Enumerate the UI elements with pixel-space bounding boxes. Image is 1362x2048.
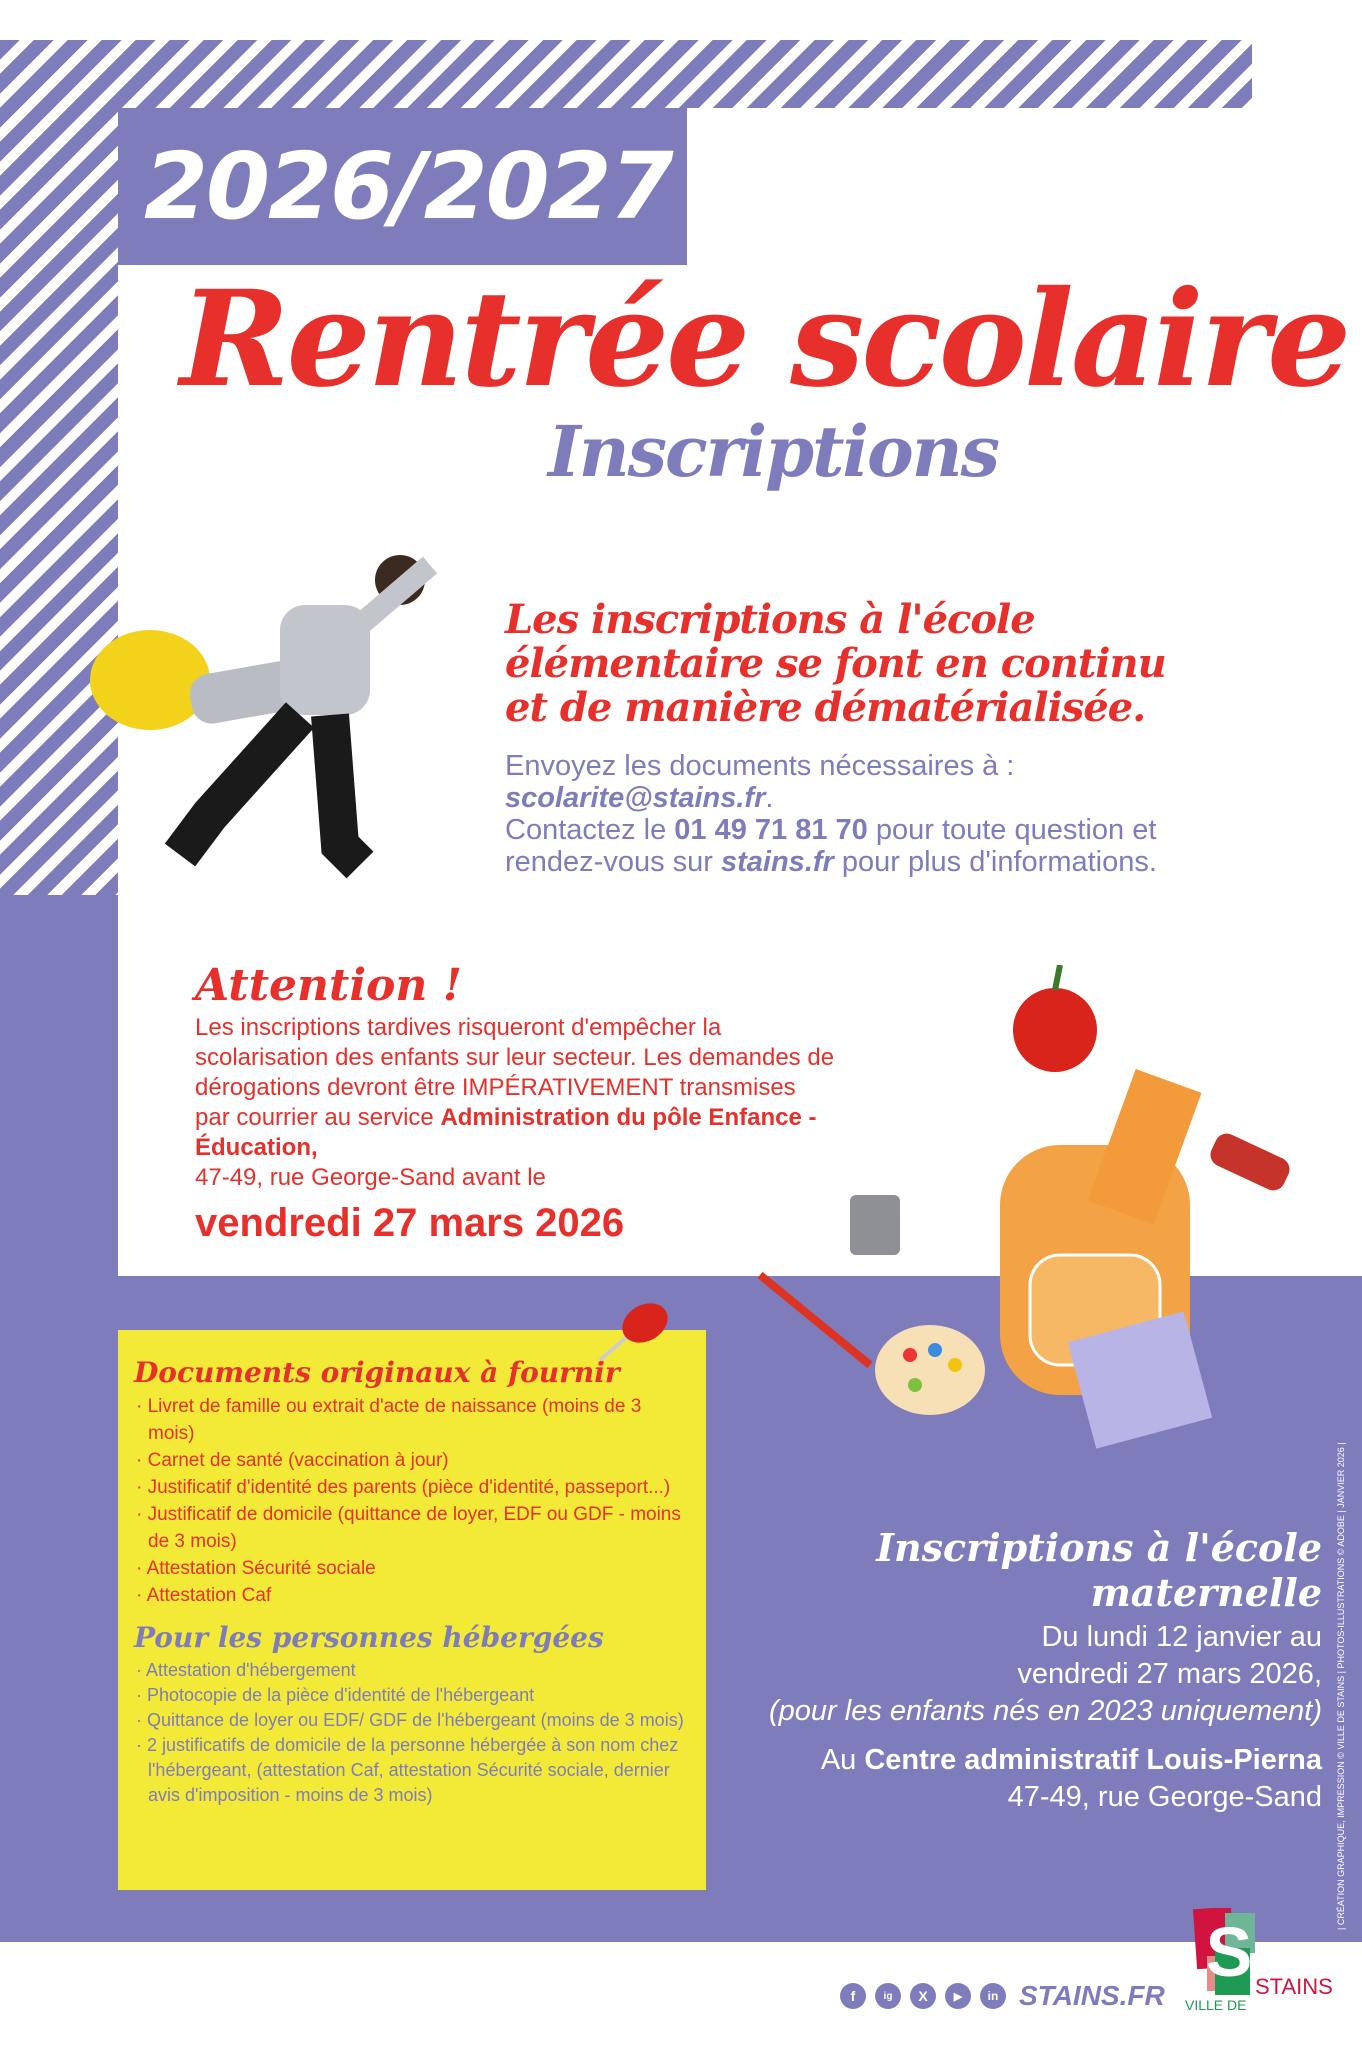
logo-text: VILLE DE — [1185, 1997, 1247, 2013]
list-item: · Justificatif de domicile (quittance de loyer, EDF ou GDF - moins de 3 mois) — [134, 1501, 690, 1555]
instagram-icon[interactable]: ig — [875, 1983, 901, 2009]
list-item: · 2 justificatifs de domicile de la personne hébergée à son nom chez l'hébergeant, (attestation Caf, attestation Sécurité sociale, dernier avis d'imposition - moins de 3 mois) — [134, 1733, 690, 1808]
kindergarten-dates: Du lundi 12 janvier au — [1041, 1621, 1322, 1653]
documents-list — [134, 1393, 690, 1609]
school-year: 2026/2027 — [118, 108, 687, 265]
send-documents-text: Envoyez les documents nécessaires à : — [505, 750, 1015, 782]
logo-text: STAINS — [1255, 1974, 1333, 1999]
x-icon[interactable]: X — [910, 1983, 936, 2009]
school-supplies-illustration — [740, 965, 1300, 1455]
attention-text: Les inscriptions tardives risqueront d'empêcher la scolarisation des enfants sur leur secteur. Les demandes de dérogations devront être IMPÉRATIVEMENT transmises par courrier au service Administration du pôle Enfance - Éducation, 47-49, rue George-Sand avant le — [195, 1014, 835, 1191]
kindergarten-section — [690, 1525, 1322, 1816]
credits-text: | CRÉATION GRAPHIQUE, IMPRESSION © VILLE DE STAINS | PHOTOS-ILLUSTRATIONS © ADOBE | JANVIER 2026 | — [1336, 1442, 1346, 1930]
list-item: · Quittance de loyer ou EDF/ GDF de l'hébergeant (moins de 3 mois) — [134, 1708, 690, 1733]
phone-number: 01 49 71 81 70 — [674, 814, 868, 846]
pushpin-icon — [590, 1295, 680, 1365]
website-link[interactable]: stains.fr — [721, 846, 834, 878]
list-item: · Carnet de santé (vaccination à jour) — [134, 1447, 690, 1474]
hosted-list — [134, 1658, 690, 1808]
page-title: Rentrée scolaire — [180, 262, 1349, 417]
list-item: · Attestation d'hébergement — [134, 1658, 690, 1683]
website-link[interactable]: STAINS.FR — [1019, 1980, 1165, 2011]
ville-de-stains-logo — [1185, 1908, 1335, 2013]
list-item: · Attestation Caf — [134, 1582, 690, 1609]
attention-section — [195, 960, 835, 1246]
list-item: · Photocopie de la pièce d'identité de l'hébergeant — [134, 1683, 690, 1708]
deadline-date: vendredi 27 mars 2026 — [195, 1201, 625, 1245]
elementary-contact-info: Envoyez les documents nécessaires à : scolarite@stains.fr. Contactez le 01 49 71 81 70 pour toute question et rendez-vous sur stains.fr pour plus d'informations. — [505, 750, 1225, 878]
linkedin-icon[interactable]: in — [980, 1983, 1006, 2009]
striped-band-top — [0, 40, 1252, 108]
list-item: · Livret de famille ou extrait d'acte de naissance (moins de 3 mois) — [134, 1393, 690, 1447]
facebook-icon[interactable]: f — [840, 1983, 866, 2009]
service-address: 47-49, rue George-Sand avant le — [195, 1164, 546, 1191]
running-boy-illustration — [60, 545, 490, 895]
youtube-icon[interactable]: ▶ — [945, 1983, 971, 2009]
contact-text: pour toute question et rendez-vous sur — [505, 814, 1157, 878]
kindergarten-address: 47-49, rue George-Sand — [1007, 1781, 1322, 1813]
kindergarten-note: (pour les enfants nés en 2023 uniquement) — [769, 1695, 1322, 1727]
kindergarten-dates: vendredi 27 mars 2026, — [1017, 1658, 1322, 1690]
contact-text: Contactez le — [505, 814, 675, 846]
elementary-lead-text: Les inscriptions à l'école élémentaire se font en continu et de manière dématérialisée. — [505, 596, 1166, 731]
kindergarten-place: Au Centre administratif Louis-Pierna — [820, 1744, 1322, 1776]
list-item: · Justificatif d'identité des parents (pièce d'identité, passeport...) — [134, 1474, 690, 1501]
purple-band-left — [0, 895, 118, 1276]
documents-box — [118, 1330, 706, 1890]
contact-text: pour plus d'informations. — [833, 846, 1157, 878]
service-name: Administration du pôle Enfance - Éducation, — [195, 1104, 817, 1161]
hosted-title: Pour les personnes hébergées — [134, 1621, 604, 1654]
attention-title: Attention ! — [195, 960, 463, 1011]
kindergarten-title: Inscriptions à l'école maternelle — [876, 1525, 1322, 1615]
svg-text:S: S — [1205, 1913, 1253, 1991]
page-subtitle: Inscriptions — [548, 410, 999, 493]
list-item: · Attestation Sécurité sociale — [134, 1555, 690, 1582]
documents-title: Documents originaux à fournir — [134, 1356, 620, 1389]
email-link[interactable]: scolarite@stains.fr — [505, 782, 766, 814]
social-links — [840, 1980, 1165, 2012]
